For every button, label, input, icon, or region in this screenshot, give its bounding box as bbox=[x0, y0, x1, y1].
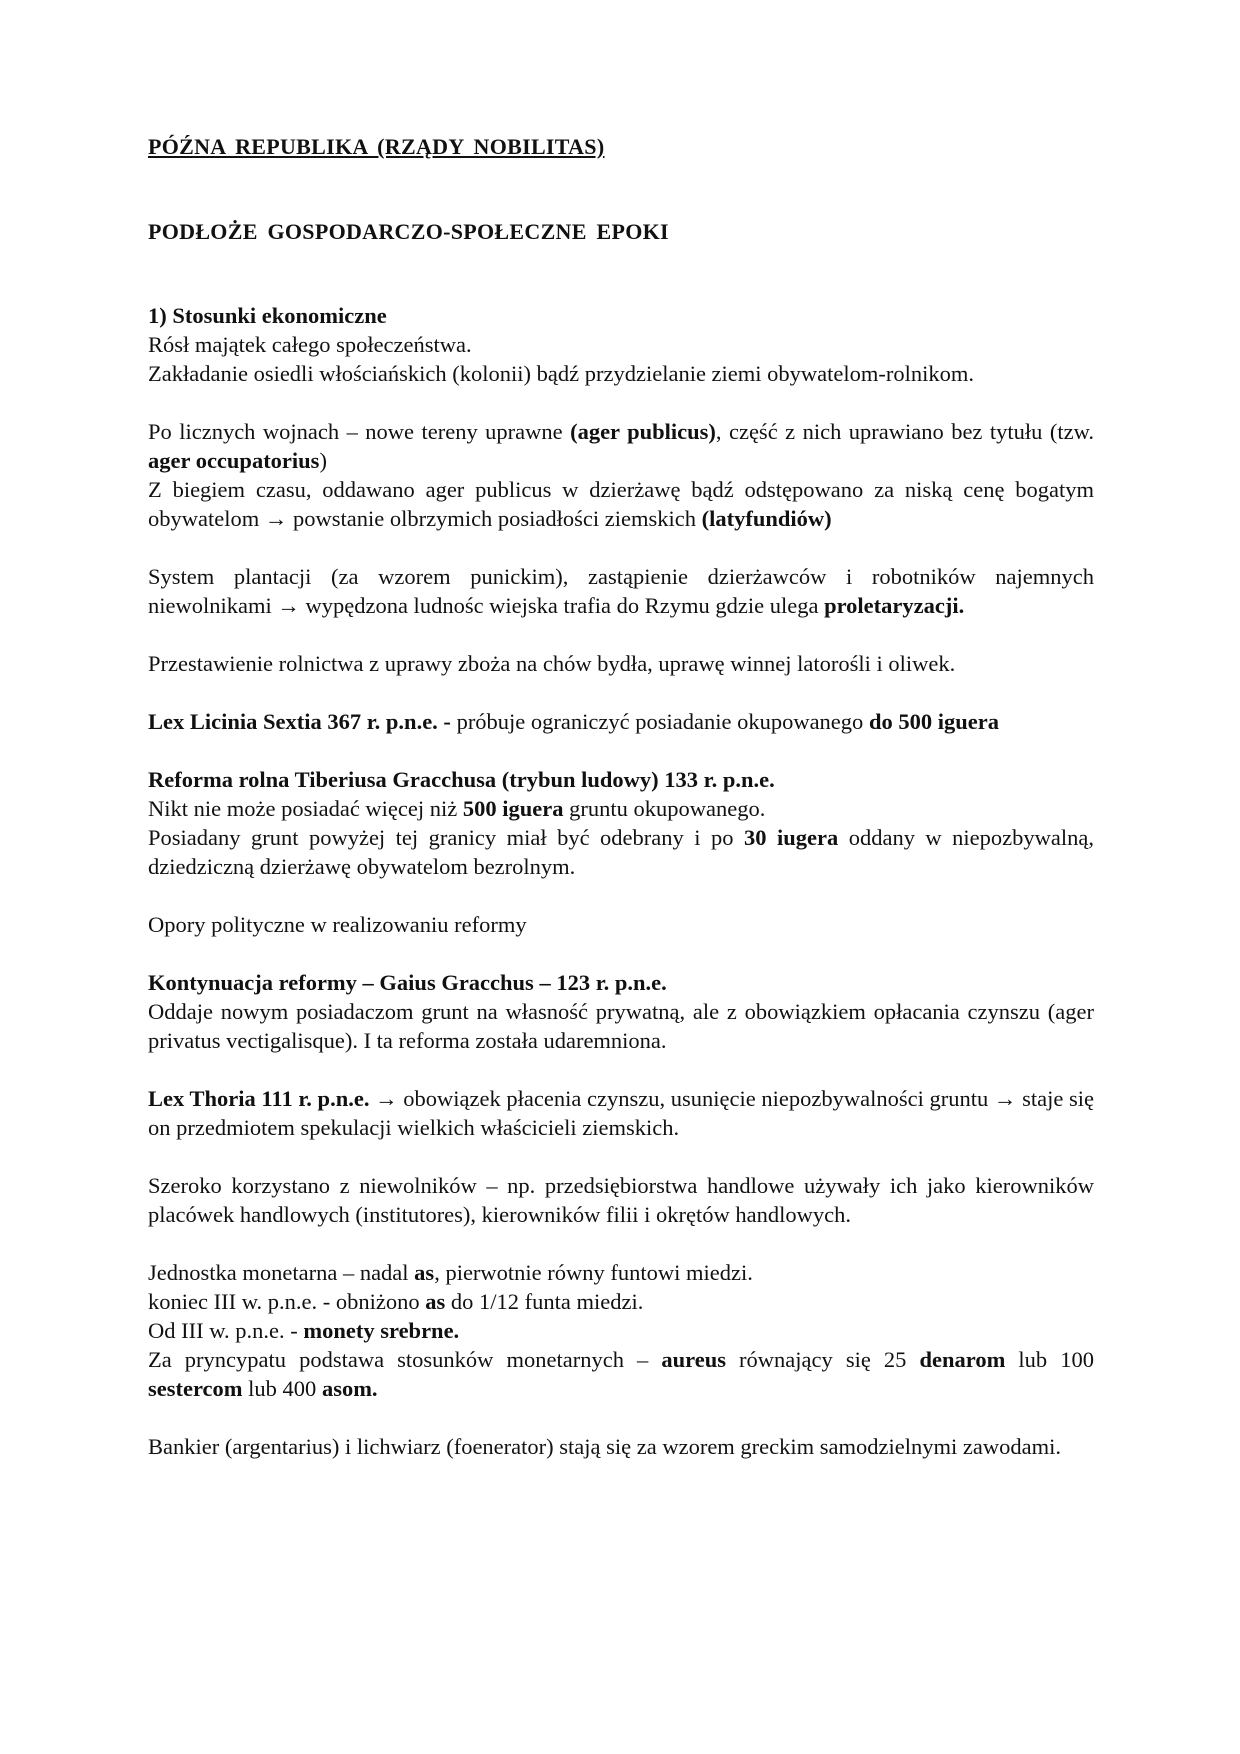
text: Rósł majątek całego społeczeństwa. bbox=[148, 332, 472, 357]
paragraph bbox=[148, 562, 1094, 620]
bold-text: sestercom bbox=[148, 1376, 243, 1401]
text: próbuje ograniczyć posiadanie okupowanego bbox=[450, 709, 869, 734]
text: gruntu okupowanego. bbox=[563, 796, 766, 821]
paragraph-block bbox=[148, 417, 1094, 533]
bold-text: do 500 iguera bbox=[868, 709, 999, 734]
text: oddany w niepozbywalną, dziedziczną dzierżawę obywatelom bezrolnym. bbox=[148, 825, 1094, 879]
paragraph-block bbox=[148, 1432, 1094, 1461]
document-subtitle: PODŁOŻE GOSPODARCZO-SPOŁECZNE EPOKI bbox=[148, 219, 669, 244]
text: → obowiązek płacenia czynszu, usunięcie niepozbywalności gruntu → staje się on przedmiotem spekulacji wielkich właścicieli ziemskich. bbox=[148, 1086, 1094, 1140]
document-page bbox=[148, 132, 1094, 1461]
paragraph-block bbox=[148, 968, 1094, 1055]
paragraph bbox=[148, 1316, 1094, 1345]
text: Opory polityczne w realizowaniu reformy bbox=[148, 912, 527, 937]
bold-text: denarom bbox=[919, 1347, 1006, 1372]
bold-text: Lex Licinia Sextia 367 r. p.n.e. - bbox=[148, 709, 451, 734]
bold-text: Reforma rolna Tiberiusa Gracchusa (trybun ludowy) 133 r. p.n.e. bbox=[148, 767, 775, 792]
paragraph bbox=[148, 823, 1094, 881]
text: Od III w. p.n.e. - bbox=[148, 1318, 304, 1343]
text: System plantacji (za wzorem punickim), zastąpienie dzierżawców i robotników najemnych niewolnikami → wypędzona ludnośc wiejska trafia do Rzymu gdzie ulega bbox=[148, 564, 1094, 618]
text: , część z nich uprawiano bez tytułu (tzw. bbox=[715, 419, 1094, 444]
paragraph bbox=[148, 910, 1094, 939]
paragraph bbox=[148, 475, 1094, 533]
bold-text: (latyfundiów) bbox=[701, 506, 832, 531]
bold-text: as bbox=[414, 1260, 435, 1285]
paragraph-block bbox=[148, 1084, 1094, 1142]
text: Zakładanie osiedli włościańskich (kolonii) bądź przydzielanie ziemi obywatelom-rolnikom. bbox=[148, 361, 974, 386]
section-body bbox=[148, 330, 1094, 1461]
paragraph bbox=[148, 968, 1094, 997]
text: Szeroko korzystano z niewolników – np. przedsiębiorstwa handlowe używały ich jako kierowników placówek handlowych (institutores), kierowników filii i okrętów handlowych. bbox=[148, 1173, 1094, 1227]
bold-text: as bbox=[425, 1289, 446, 1314]
paragraph bbox=[148, 649, 1094, 678]
paragraph-block bbox=[148, 330, 1094, 388]
text: Oddaje nowym posiadaczom grunt na własność prywatną, ale z obowiązkiem opłacania czynszu (ager privatus vectigalisque). I ta reforma została udaremniona. bbox=[148, 999, 1094, 1053]
text: Posiadany grunt powyżej tej granicy miał być odebrany i po bbox=[148, 825, 744, 850]
text: koniec III w. p.n.e. - obniżono bbox=[148, 1289, 426, 1314]
paragraph-block bbox=[148, 1258, 1094, 1403]
text: Jednostka monetarna – nadal bbox=[148, 1260, 415, 1285]
paragraph bbox=[148, 359, 1094, 388]
text: Po licznych wojnach – nowe tereny uprawne bbox=[148, 419, 571, 444]
paragraph bbox=[148, 707, 1094, 736]
text: Za pryncypatu podstawa stosunków monetarnych – bbox=[148, 1347, 662, 1372]
text: Bankier (argentarius) i lichwiarz (foenerator) stają się za wzorem greckim samodzielnymi zawodami. bbox=[148, 1434, 1061, 1459]
paragraph bbox=[148, 330, 1094, 359]
bold-text: aureus bbox=[661, 1347, 726, 1372]
text: równający się 25 bbox=[725, 1347, 920, 1372]
paragraph-block bbox=[148, 910, 1094, 939]
paragraph bbox=[148, 1287, 1094, 1316]
bold-text: (ager publicus) bbox=[570, 419, 716, 444]
document-title: PÓŹNA REPUBLIKA (RZĄDY NOBILITAS) bbox=[148, 134, 605, 159]
paragraph-block bbox=[148, 765, 1094, 881]
bold-text: Kontynuacja reformy – Gaius Gracchus – 123 r. p.n.e. bbox=[148, 970, 667, 995]
text: ) bbox=[319, 448, 327, 473]
paragraph-block bbox=[148, 707, 1094, 736]
bold-text: monety srebrne. bbox=[303, 1318, 460, 1343]
paragraph bbox=[148, 1432, 1094, 1461]
bold-text: 30 iugera bbox=[743, 825, 839, 850]
paragraph bbox=[148, 1171, 1094, 1229]
bold-text: 500 iguera bbox=[462, 796, 564, 821]
paragraph-block bbox=[148, 562, 1094, 620]
text: lub 100 bbox=[1005, 1347, 1094, 1372]
text: Nikt nie może posiadać więcej niż bbox=[148, 796, 463, 821]
text: do 1/12 funta miedzi. bbox=[445, 1289, 644, 1314]
paragraph bbox=[148, 1345, 1094, 1403]
paragraph-block bbox=[148, 1171, 1094, 1229]
text: lub 400 bbox=[242, 1376, 322, 1401]
section-heading: 1) Stosunki ekonomiczne bbox=[148, 303, 387, 328]
paragraph-block bbox=[148, 649, 1094, 678]
text: Przestawienie rolnictwa z uprawy zboża na chów bydła, uprawę winnej latorośli i oliwek. bbox=[148, 651, 956, 676]
paragraph bbox=[148, 1084, 1094, 1142]
paragraph bbox=[148, 794, 1094, 823]
bold-text: ager occupatorius bbox=[148, 448, 320, 473]
bold-text: proletaryzacji. bbox=[824, 593, 965, 618]
bold-text: Lex Thoria 111 r. p.n.e. bbox=[148, 1086, 370, 1111]
text: Z biegiem czasu, oddawano ager publicus w dzierżawę bądź odstępowano za niską cenę bogatym obywatelom → powstanie olbrzymich posiadłości ziemskich bbox=[148, 477, 1094, 531]
paragraph bbox=[148, 417, 1094, 475]
text: , pierwotnie równy funtowi miedzi. bbox=[434, 1260, 753, 1285]
paragraph bbox=[148, 997, 1094, 1055]
paragraph bbox=[148, 765, 1094, 794]
paragraph bbox=[148, 1258, 1094, 1287]
bold-text: asom. bbox=[321, 1376, 378, 1401]
